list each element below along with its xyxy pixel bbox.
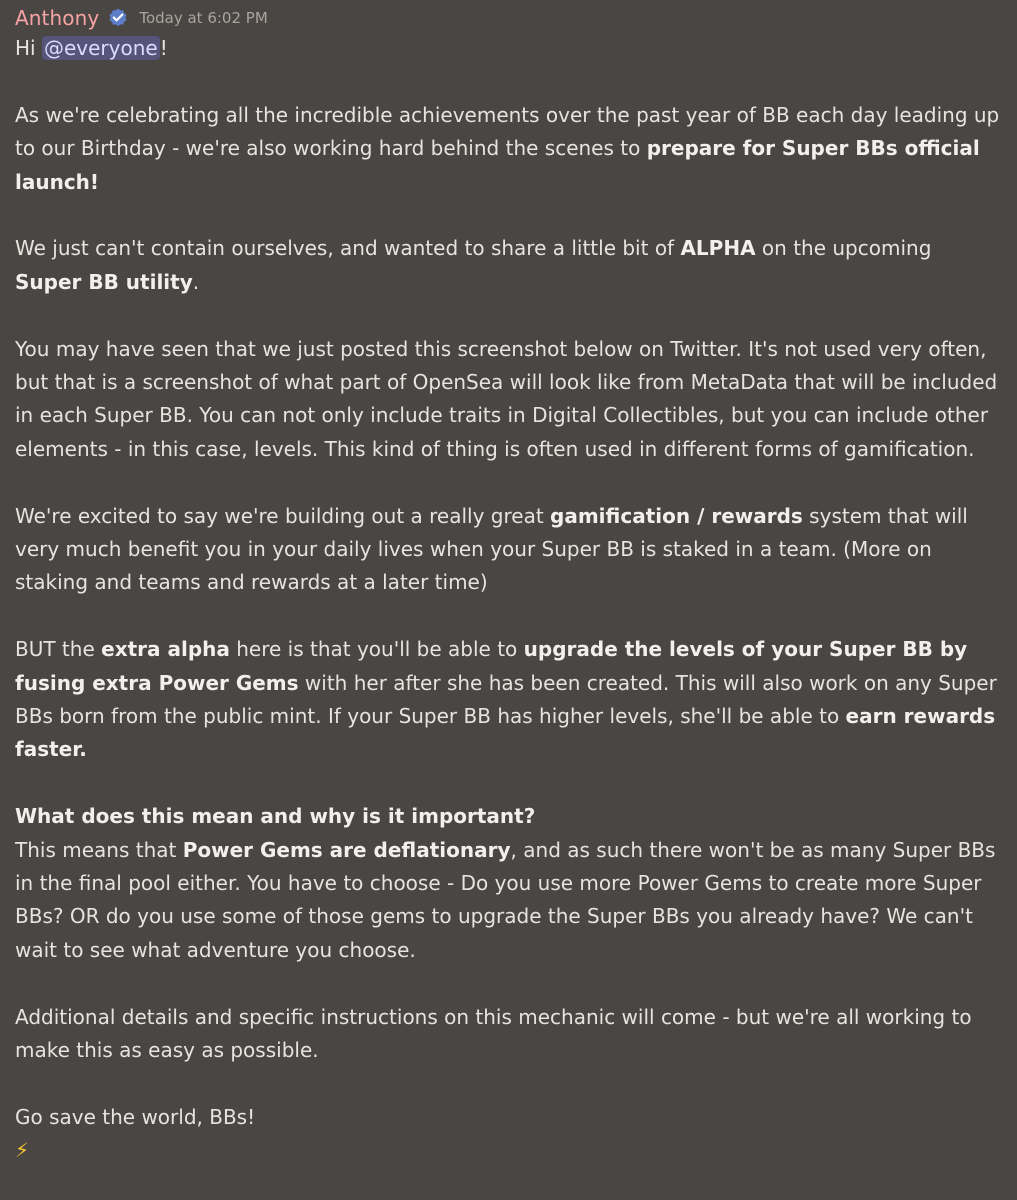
p2-text-2: on the upcoming	[755, 236, 932, 261]
paragraph-gap	[15, 299, 1003, 332]
p4-text-1: We're excited to say we're building out a really great	[15, 503, 551, 528]
question-heading-text: What does this mean and why is it important?	[15, 804, 536, 829]
p5-text-2: here is that you'll be able to	[229, 637, 524, 662]
paragraph-gap	[15, 600, 1003, 633]
p4-text-2: system that will very much benefit you in your daily lives when your Super BB is staked in a team. (More on staking and teams and rewards at a later time)	[15, 503, 968, 595]
paragraph-3: You may have seen that we just posted this screenshot below on Twitter. It's not used very often, but that is a screenshot of what part of OpenSea will look like from MetaData that will be included in each Super BB. You can not only include traits in Digital Collectibles, but you can include other elements - in this case, levels. This kind of thing is often used in different forms of gamification.	[15, 336, 998, 461]
paragraph-gap	[15, 967, 1003, 1000]
greeting-line	[15, 32, 1003, 65]
p2-text-1: We just can't contain ourselves, and wanted to share a little bit of	[15, 236, 681, 261]
p5-text-1: BUT the	[15, 637, 102, 662]
p5-bold-1: extra alpha	[101, 637, 230, 662]
message-timestamp[interactable]: Today at 6:02 PM	[139, 9, 268, 27]
message-header	[15, 4, 1003, 32]
greeting-suffix: !	[159, 36, 168, 60]
p2-bold-2: Super BB utility	[15, 269, 193, 294]
paragraph-5	[15, 633, 1003, 767]
paragraph-gap	[15, 65, 1003, 98]
q-text-2: , and as such there won't be as many Super BBs in the final pool either. You have to choose - Do you use more Power Gems to create more Super BBs? OR do you use some of those gems to upgrade the Super BBs you already have? We can't wait to see what adventure you choose.	[15, 837, 996, 962]
paragraph-gap	[15, 767, 1003, 800]
verified-badge-icon	[107, 7, 129, 29]
author-name[interactable]: Anthony	[15, 6, 100, 30]
everyone-mention[interactable]: @everyone	[43, 36, 158, 60]
paragraph-gap	[15, 466, 1003, 499]
p2-bold-1: ALPHA	[680, 236, 756, 261]
paragraph-gap	[15, 199, 1003, 232]
p5-bold-2: upgrade the levels of your Super BB by fusing extra Power Gems	[15, 637, 968, 695]
q-bold-1: Power Gems are deflationary	[182, 837, 511, 862]
closing-line: Go save the world, BBs!	[15, 1104, 256, 1129]
p5-text-3: with her after she has been created. This will also work on any Super BBs born from the public mint. If your Super BB has higher levels, she'll be able to	[15, 670, 997, 729]
greeting-prefix: Hi	[15, 36, 42, 60]
p4-bold-1: gamification / rewards	[550, 503, 803, 528]
paragraph-gap	[15, 1067, 1003, 1100]
p2-text-3: .	[192, 269, 200, 294]
question-heading	[15, 800, 1003, 833]
p1-bold: prepare for Super BBs official launch!	[15, 136, 980, 194]
p5-bold-3: earn rewards faster.	[15, 704, 996, 762]
p1-text: As we're celebrating all the incredible achievements over the past year of BB each day leading up to our Birthday - we're also working hard behind the scenes to	[15, 102, 1000, 161]
lightning-emoji-line	[15, 1134, 1003, 1167]
message-body	[15, 32, 1003, 1168]
lightning-emoji-icon: ⚡	[15, 1138, 30, 1163]
paragraph-6: Additional details and specific instructions on this mechanic will come - but we're all working to make this as easy as possible.	[15, 1004, 972, 1063]
paragraph-4	[15, 500, 1003, 600]
paragraph-1	[15, 99, 1003, 199]
paragraph-2	[15, 232, 1003, 299]
paragraph-question	[15, 834, 1003, 968]
q-text-1: This means that	[15, 837, 183, 862]
